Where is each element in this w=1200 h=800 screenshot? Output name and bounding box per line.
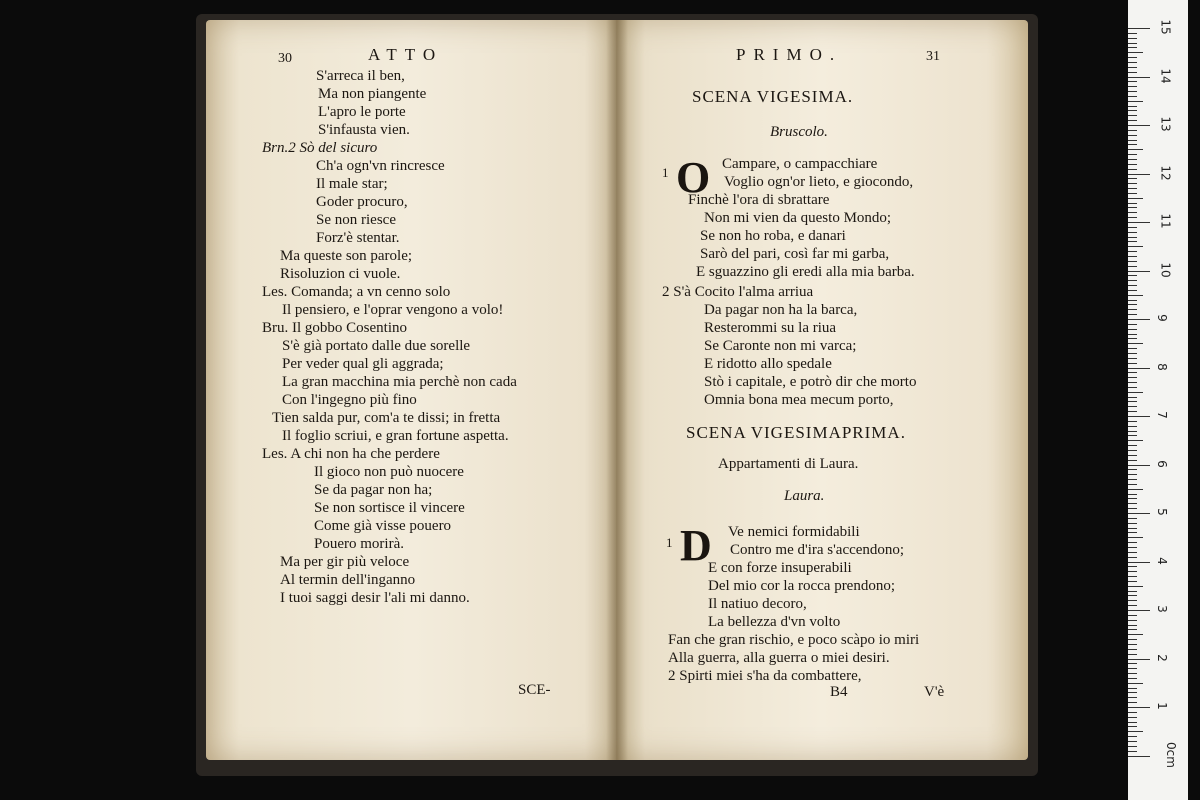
ruler-number: 0cm xyxy=(1163,741,1178,768)
left-line-speaker: Bru. Il gobbo Cosentino xyxy=(262,320,407,336)
left-line: S'arreca il ben, xyxy=(316,68,405,84)
ruler-mm-tick xyxy=(1128,198,1143,199)
ruler-mm-tick xyxy=(1128,663,1137,664)
ruler-mm-tick xyxy=(1128,586,1143,587)
book-gutter xyxy=(606,20,628,760)
right-line: Non mi vien da questo Mondo; xyxy=(704,210,892,226)
right-line: Voglio ogn'or lieto, e giocondo, xyxy=(724,174,914,190)
ruler-mm-tick xyxy=(1128,566,1137,567)
ruler-mm-tick xyxy=(1128,484,1137,485)
ruler-mm-tick xyxy=(1128,130,1137,131)
left-line: Se da pagar non ha; xyxy=(314,482,433,498)
ruler-mm-tick xyxy=(1128,581,1137,582)
stanza-number: 1 xyxy=(662,165,669,180)
ruler-mm-tick xyxy=(1128,81,1137,82)
ruler-mm-tick xyxy=(1128,159,1137,160)
right-line: E sguazzino gli eredi alla mia barba. xyxy=(696,264,915,280)
left-line: Se non sortisce il vincere xyxy=(314,500,465,516)
right-line: Stò i capitale, e potrò dir che morto xyxy=(704,374,917,390)
left-line: S'è già portato dalle due sorelle xyxy=(282,338,471,354)
right-line: Da pagar non ha la barca, xyxy=(704,302,858,318)
left-line-speaker: Les. Comanda; a vn cenno solo xyxy=(262,284,451,300)
ruler-mm-tick xyxy=(1128,401,1137,402)
ruler-mm-tick xyxy=(1128,629,1137,630)
ruler-mm-tick xyxy=(1128,38,1137,39)
ruler-mm-tick xyxy=(1128,387,1137,388)
ruler-mm-tick xyxy=(1128,741,1137,742)
ruler-mm-tick xyxy=(1128,290,1137,291)
right-line: Resterommi su la riua xyxy=(704,320,837,336)
ruler-mm-tick xyxy=(1128,431,1137,432)
ruler-number: 15 xyxy=(1158,19,1173,35)
left-line: Con l'ingegno più fino xyxy=(282,392,417,408)
ruler-mm-tick xyxy=(1128,212,1137,213)
drop-capital: O xyxy=(676,153,711,202)
ruler-mm-tick xyxy=(1128,227,1137,228)
ruler-mm-tick xyxy=(1128,149,1143,150)
left-line: I tuoi saggi desir l'ali mi danno. xyxy=(280,590,470,606)
left-line: Se non riesce xyxy=(316,212,396,228)
ruler-mm-tick xyxy=(1128,62,1137,63)
right-line: E con forze insuperabili xyxy=(708,560,852,576)
ruler-mm-tick xyxy=(1128,595,1137,596)
ruler-number: 5 xyxy=(1154,508,1169,516)
right-line: 2 Spirti miei s'ha da combattere, xyxy=(668,668,862,684)
ruler-mm-tick xyxy=(1128,712,1137,713)
ruler-mm-tick xyxy=(1128,697,1137,698)
right-line: Finchè l'ora di sbrattare xyxy=(688,192,830,208)
ruler-mm-tick xyxy=(1128,334,1137,335)
left-line: Il gioco non può nuocere xyxy=(314,464,464,480)
ruler-cm-tick xyxy=(1128,28,1150,29)
ruler-mm-tick xyxy=(1128,469,1137,470)
ruler-mm-tick xyxy=(1128,164,1137,165)
right-line: Il natiuo decoro, xyxy=(708,596,807,612)
ruler-mm-tick xyxy=(1128,43,1137,44)
ruler-mm-tick xyxy=(1128,120,1137,121)
ruler-mm-tick xyxy=(1128,353,1137,354)
ruler-mm-tick xyxy=(1128,251,1137,252)
ruler-mm-tick xyxy=(1128,503,1137,504)
ruler-mm-tick xyxy=(1128,47,1137,48)
ruler-mm-tick xyxy=(1128,746,1137,747)
ruler-mm-tick xyxy=(1128,300,1137,301)
ruler-cm-tick xyxy=(1128,222,1150,223)
ruler-mm-tick xyxy=(1128,717,1137,718)
left-line: Ma queste son parole; xyxy=(280,248,413,264)
ruler-mm-tick xyxy=(1128,673,1137,674)
ruler-mm-tick xyxy=(1128,455,1137,456)
scene-title: SCENA VIGESIMA. xyxy=(692,87,854,106)
ruler-cm-tick xyxy=(1128,513,1150,514)
ruler-mm-tick xyxy=(1128,377,1137,378)
ruler-mm-tick xyxy=(1128,207,1137,208)
left-line: Il pensiero, e l'oprar vengono a volo! xyxy=(282,302,504,318)
ruler-mm-tick xyxy=(1128,280,1137,281)
right-line: La bellezza d'vn volto xyxy=(708,614,841,630)
ruler-cm-tick xyxy=(1128,174,1150,175)
ruler-mm-tick xyxy=(1128,217,1137,218)
left-line: Il male star; xyxy=(316,176,388,192)
left-line: Risoluzion ci vuole. xyxy=(280,266,401,282)
ruler-mm-tick xyxy=(1128,91,1137,92)
ruler-mm-tick xyxy=(1128,634,1143,635)
ruler-cm-tick xyxy=(1128,610,1150,611)
ruler-mm-tick xyxy=(1128,67,1137,68)
ruler-number: 7 xyxy=(1154,411,1169,419)
ruler-number: 11 xyxy=(1158,213,1173,229)
drop-capital: D xyxy=(680,521,712,570)
ruler-mm-tick xyxy=(1128,421,1137,422)
ruler-mm-tick xyxy=(1128,392,1143,393)
ruler-mm-tick xyxy=(1128,571,1137,572)
ruler-mm-tick xyxy=(1128,654,1137,655)
ruler-mm-tick xyxy=(1128,600,1137,601)
ruler-cm-tick xyxy=(1128,368,1150,369)
right-line: E ridotto allo spedale xyxy=(704,356,832,372)
right-running-head: PRIMO. xyxy=(736,45,843,64)
ruler-mm-tick xyxy=(1128,649,1137,650)
ruler-cm-tick xyxy=(1128,562,1150,563)
ruler-mm-tick xyxy=(1128,329,1137,330)
left-line: Al termin dell'inganno xyxy=(280,572,416,588)
ruler-cm-tick xyxy=(1128,416,1150,417)
ruler-cm-tick xyxy=(1128,319,1150,320)
ruler-mm-tick xyxy=(1128,625,1137,626)
left-line-speaker: Brn.2 Sò del sicuro xyxy=(262,140,378,156)
stanza-number: 1 xyxy=(666,535,673,550)
left-line: Pouero morirà. xyxy=(314,536,404,552)
ruler-mm-tick xyxy=(1128,692,1137,693)
ruler-mm-tick xyxy=(1128,639,1137,640)
measuring-ruler xyxy=(1128,0,1188,800)
ruler-mm-tick xyxy=(1128,615,1137,616)
ruler-number: 14 xyxy=(1158,67,1173,84)
right-line: Campare, o campacchiare xyxy=(722,156,878,172)
ruler-mm-tick xyxy=(1128,528,1137,529)
ruler-mm-tick xyxy=(1128,256,1137,257)
ruler-mm-tick xyxy=(1128,532,1137,533)
ruler-mm-tick xyxy=(1128,275,1137,276)
right-catchword: V'è xyxy=(924,684,945,700)
left-running-head: ATTO xyxy=(368,45,444,64)
left-line: La gran macchina mia perchè non cada xyxy=(282,374,517,390)
ruler-mm-tick xyxy=(1128,668,1137,669)
ruler-mm-tick xyxy=(1128,523,1137,524)
ruler-mm-tick xyxy=(1128,144,1137,145)
ruler-mm-tick xyxy=(1128,188,1137,189)
right-line: Se non ho roba, e danari xyxy=(700,228,846,244)
left-line: Come già visse pouero xyxy=(314,518,452,534)
ruler-mm-tick xyxy=(1128,246,1143,247)
ruler-cm-tick xyxy=(1128,756,1150,757)
ruler-number: 12 xyxy=(1158,164,1173,181)
ruler-mm-tick xyxy=(1128,557,1137,558)
ruler-cm-tick xyxy=(1128,707,1150,708)
ruler-mm-tick xyxy=(1128,547,1137,548)
ruler-mm-tick xyxy=(1128,508,1137,509)
right-line: Ve nemici formidabili xyxy=(728,524,860,540)
left-line: Tien salda pur, com'a te dissi; in fretta xyxy=(272,410,501,426)
right-page-number: 31 xyxy=(926,49,940,64)
ruler-mm-tick xyxy=(1128,702,1137,703)
ruler-mm-tick xyxy=(1128,169,1137,170)
ruler-mm-tick xyxy=(1128,591,1137,592)
ruler-mm-tick xyxy=(1128,498,1137,499)
ruler-mm-tick xyxy=(1128,605,1137,606)
ruler-mm-tick xyxy=(1128,576,1137,577)
ruler-mm-tick xyxy=(1128,542,1137,543)
right-line: Alla guerra, alla guerra o miei desiri. xyxy=(668,650,890,666)
ruler-mm-tick xyxy=(1128,644,1137,645)
ruler-mm-tick xyxy=(1128,154,1137,155)
ruler-mm-tick xyxy=(1128,435,1137,436)
right-line: Sarò del pari, così far mi garba, xyxy=(700,246,890,262)
ruler-mm-tick xyxy=(1128,406,1137,407)
left-catchword: SCE- xyxy=(518,682,551,698)
ruler-mm-tick xyxy=(1128,489,1143,490)
ruler-mm-tick xyxy=(1128,96,1137,97)
ruler-mm-tick xyxy=(1128,683,1143,684)
ruler-mm-tick xyxy=(1128,241,1137,242)
ruler-cm-tick xyxy=(1128,271,1150,272)
ruler-mm-tick xyxy=(1128,106,1137,107)
ruler-number: 10 xyxy=(1158,261,1173,278)
ruler-mm-tick xyxy=(1128,363,1137,364)
left-line: Ma per gir più veloce xyxy=(280,554,410,570)
ruler-mm-tick xyxy=(1128,678,1137,679)
ruler-mm-tick xyxy=(1128,688,1137,689)
ruler-number: 9 xyxy=(1154,314,1169,322)
ruler-mm-tick xyxy=(1128,494,1137,495)
ruler-number: 8 xyxy=(1154,362,1169,371)
ruler-mm-tick xyxy=(1128,295,1143,296)
ruler-number: 2 xyxy=(1154,653,1169,662)
ruler-mm-tick xyxy=(1128,33,1137,34)
ruler-number: 4 xyxy=(1154,556,1169,565)
left-line-speaker: Les. A chi non ha che perdere xyxy=(262,446,440,462)
ruler-mm-tick xyxy=(1128,358,1137,359)
ruler-number: 3 xyxy=(1154,605,1169,613)
ruler-mm-tick xyxy=(1128,426,1137,427)
ruler-mm-tick xyxy=(1128,620,1137,621)
signature-mark: B4 xyxy=(830,684,848,700)
ruler-mm-tick xyxy=(1128,193,1137,194)
ruler-mm-tick xyxy=(1128,237,1137,238)
right-line: Se Caronte non mi varca; xyxy=(704,338,857,354)
ruler-mm-tick xyxy=(1128,86,1137,87)
ruler-cm-tick xyxy=(1128,125,1150,126)
right-line: 2 S'à Cocito l'alma arriua xyxy=(662,284,814,300)
ruler-mm-tick xyxy=(1128,411,1137,412)
left-line: L'apro le porte xyxy=(318,104,406,120)
ruler-mm-tick xyxy=(1128,115,1137,116)
left-line: Per veder qual gli aggrada; xyxy=(282,356,444,372)
speaker-name: Bruscolo. xyxy=(770,124,828,140)
ruler-mm-tick xyxy=(1128,57,1137,58)
ruler-mm-tick xyxy=(1128,338,1137,339)
left-line: S'infausta vien. xyxy=(318,122,410,138)
ruler-mm-tick xyxy=(1128,261,1137,262)
ruler-mm-tick xyxy=(1128,751,1137,752)
ruler-cm-tick xyxy=(1128,659,1150,660)
ruler-mm-tick xyxy=(1128,304,1137,305)
right-line: Contro me d'ira s'accendono; xyxy=(730,542,905,558)
ruler-mm-tick xyxy=(1128,72,1137,73)
left-line: Goder procuro, xyxy=(316,194,408,210)
ruler-mm-tick xyxy=(1128,140,1137,141)
scene-setting: Appartamenti di Laura. xyxy=(718,456,859,472)
right-line: Fan che gran rischio, e poco scàpo io miri xyxy=(668,632,920,648)
ruler-mm-tick xyxy=(1128,183,1137,184)
ruler-mm-tick xyxy=(1128,314,1137,315)
ruler-mm-tick xyxy=(1128,178,1137,179)
left-line: Il foglio scriui, e gran fortune aspetta. xyxy=(282,428,509,444)
ruler-mm-tick xyxy=(1128,309,1137,310)
ruler-mm-tick xyxy=(1128,203,1137,204)
ruler-mm-tick xyxy=(1128,537,1143,538)
ruler-mm-tick xyxy=(1128,266,1137,267)
ruler-mm-tick xyxy=(1128,552,1137,553)
left-line: Ch'a ogn'vn rincresce xyxy=(316,158,445,174)
ruler-mm-tick xyxy=(1128,450,1137,451)
ruler-cm-tick xyxy=(1128,465,1150,466)
ruler-mm-tick xyxy=(1128,382,1137,383)
ruler-number: 6 xyxy=(1154,459,1169,468)
ruler-number: 13 xyxy=(1158,116,1173,132)
ruler-cm-tick xyxy=(1128,77,1150,78)
ruler-mm-tick xyxy=(1128,101,1143,102)
ruler-mm-tick xyxy=(1128,285,1137,286)
ruler-mm-tick xyxy=(1128,736,1137,737)
right-line: Omnia bona mea mecum porto, xyxy=(704,392,894,408)
left-line: Forz'è stentar. xyxy=(316,230,400,246)
ruler-mm-tick xyxy=(1128,52,1143,53)
ruler-mm-tick xyxy=(1128,343,1143,344)
ruler-mm-tick xyxy=(1128,110,1137,111)
ruler-mm-tick xyxy=(1128,726,1137,727)
ruler-number: 1 xyxy=(1154,702,1169,710)
ruler-mm-tick xyxy=(1128,460,1137,461)
ruler-mm-tick xyxy=(1128,474,1137,475)
ruler-mm-tick xyxy=(1128,324,1137,325)
right-line: Del mio cor la rocca prendono; xyxy=(708,578,896,594)
ruler-mm-tick xyxy=(1128,232,1137,233)
ruler-mm-tick xyxy=(1128,445,1137,446)
scene-title: SCENA VIGESIMAPRIMA. xyxy=(686,423,906,442)
ruler-mm-tick xyxy=(1128,722,1137,723)
speaker-name: Laura. xyxy=(784,488,825,504)
left-page-number: 30 xyxy=(278,51,292,66)
ruler-mm-tick xyxy=(1128,348,1137,349)
ruler-mm-tick xyxy=(1128,731,1143,732)
left-line: Ma non piangente xyxy=(318,86,427,102)
ruler-mm-tick xyxy=(1128,518,1137,519)
ruler-mm-tick xyxy=(1128,397,1137,398)
ruler-mm-tick xyxy=(1128,479,1137,480)
ruler-mm-tick xyxy=(1128,135,1137,136)
ruler-mm-tick xyxy=(1128,372,1137,373)
ruler-mm-tick xyxy=(1128,440,1143,441)
